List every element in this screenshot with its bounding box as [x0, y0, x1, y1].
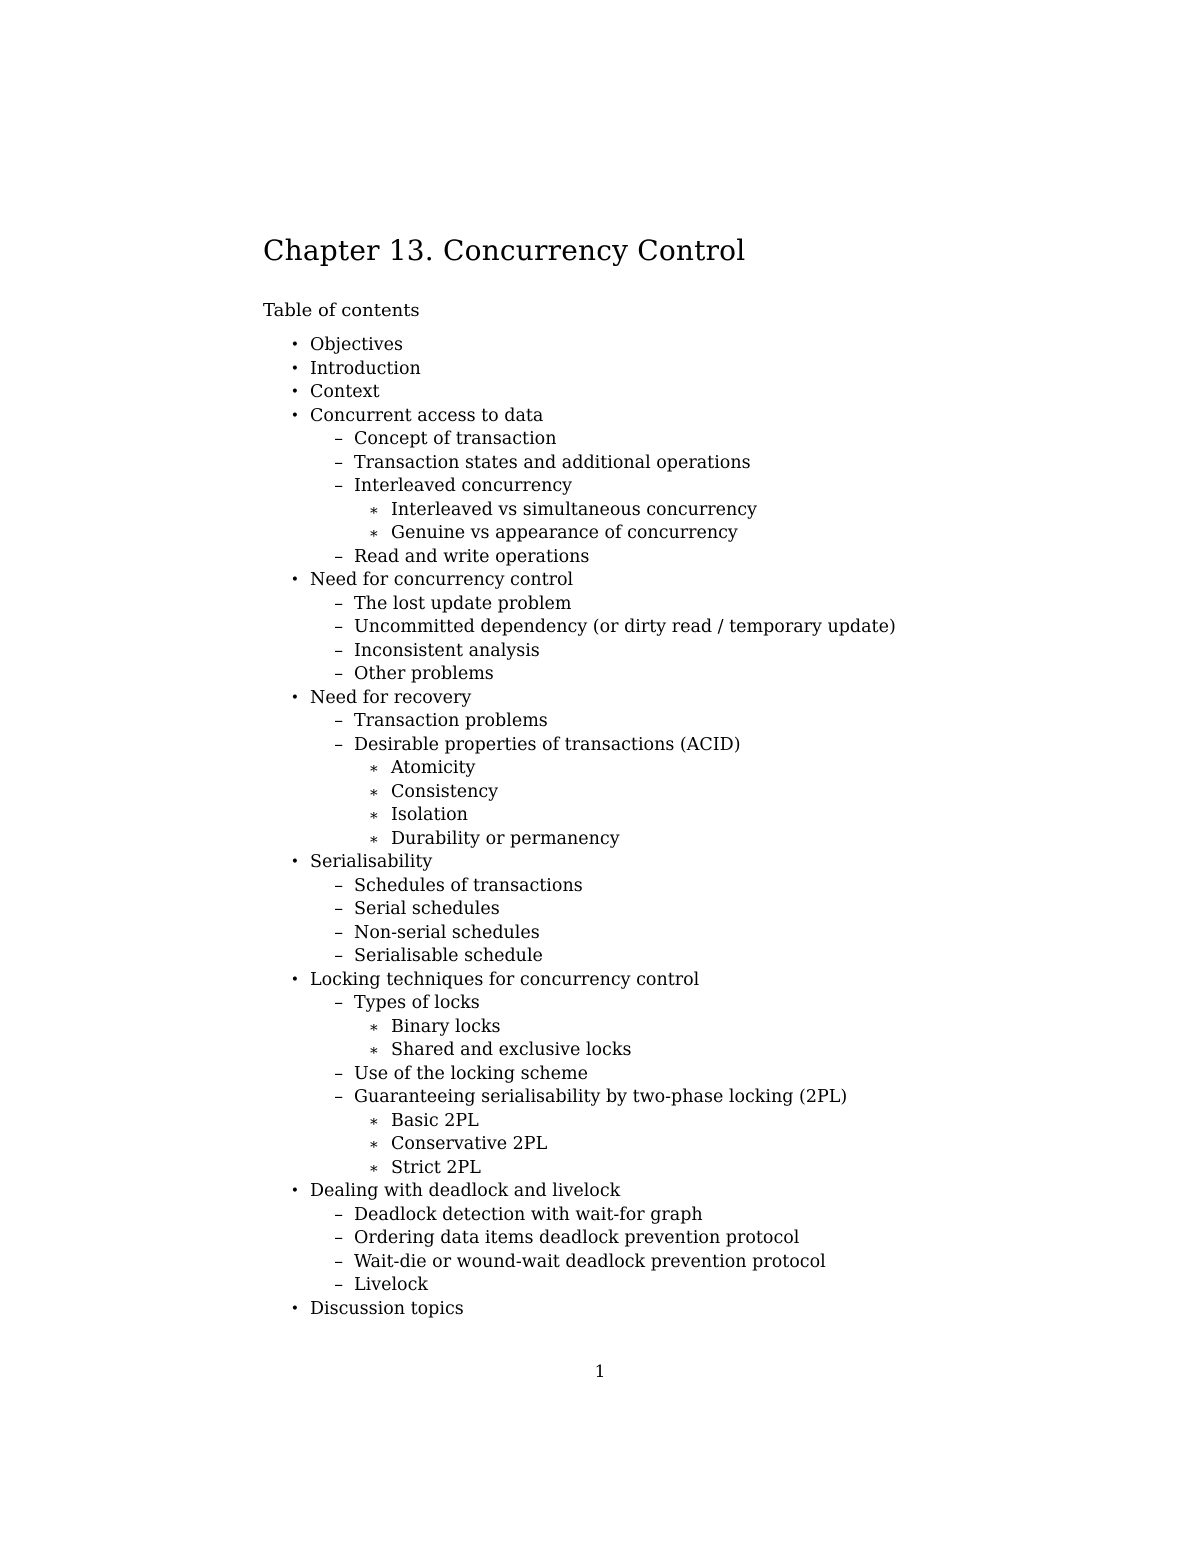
toc-item-level-2 [0, 663, 1200, 687]
toc-item-label: Context [310, 382, 380, 402]
toc-marker: – [334, 664, 343, 684]
toc-item-label: Serialisability [310, 852, 433, 872]
toc-item-label: Interleaved vs simultaneous concurrency [391, 499, 757, 520]
toc-item-level-2 [0, 992, 1200, 1016]
toc-item-label: Schedules of transactions [354, 875, 583, 896]
toc-item-label: Use of the locking scheme [354, 1063, 588, 1084]
toc-item-label: Uncommitted dependency (or dirty read / temporary update) [354, 617, 896, 637]
toc-item-level-3 [0, 804, 1200, 828]
toc-heading: Table of contents [263, 300, 420, 321]
toc-item-label: Types of locks [354, 993, 480, 1013]
toc-marker: • [290, 854, 299, 870]
toc-item-label: Inconsistent analysis [354, 640, 540, 661]
toc-marker: – [334, 899, 343, 919]
toc-marker: – [334, 546, 343, 567]
toc-marker: ∗ [368, 1111, 379, 1130]
toc-item-label: Interleaved concurrency [354, 476, 573, 496]
toc-item-label: Transaction problems [354, 711, 548, 731]
toc-marker: ∗ [368, 1135, 379, 1153]
toc-item-label: Introduction [310, 358, 421, 379]
toc-item-label: Need for concurrency control [310, 570, 574, 590]
toc-item-level-2 [0, 1086, 1200, 1110]
toc-item-level-2 [0, 428, 1200, 452]
toc-item-label: Dealing with deadlock and livelock [310, 1181, 621, 1201]
toc-item-level-2 [0, 710, 1200, 734]
toc-marker: – [334, 1251, 343, 1272]
toc-marker: – [334, 617, 343, 637]
toc-marker: • [290, 360, 299, 377]
toc-marker: • [290, 384, 299, 400]
toc-item-level-3 [0, 499, 1200, 523]
toc-item-label: Objectives [310, 335, 403, 355]
toc-item-label: Consistency [391, 781, 499, 802]
toc-item-level-2 [0, 546, 1200, 570]
toc-item-label: Need for recovery [310, 687, 472, 708]
toc-item-level-2 [0, 1251, 1200, 1275]
toc-marker: • [290, 407, 299, 424]
toc-item-label: Genuine vs appearance of concurrency [391, 523, 738, 543]
toc-item-label: The lost update problem [354, 593, 572, 614]
toc-marker: • [290, 689, 299, 706]
toc-item-label: Atomicity [391, 758, 476, 778]
toc-item-level-3 [0, 781, 1200, 805]
toc-marker: ∗ [368, 806, 379, 824]
toc-marker: – [334, 946, 343, 966]
toc-marker: ∗ [368, 524, 379, 542]
toc-item-level-3 [0, 522, 1200, 546]
toc-marker: – [334, 1204, 343, 1225]
toc-item-label: Binary locks [391, 1016, 501, 1037]
toc-marker: • [290, 1300, 299, 1317]
toc-marker: • [290, 971, 299, 988]
toc-marker: • [290, 1183, 299, 1199]
toc-marker: ∗ [368, 1158, 379, 1177]
toc-item-level-3 [0, 1157, 1200, 1181]
toc-marker: – [334, 734, 343, 755]
toc-item-level-3 [0, 1110, 1200, 1134]
toc-item-label: Read and write operations [354, 546, 590, 567]
toc-item-level-2 [0, 640, 1200, 664]
toc-marker: – [334, 429, 343, 449]
toc-item-label: Deadlock detection with wait-for graph [354, 1204, 703, 1225]
chapter-title: Chapter 13. Concurrency Control [263, 234, 746, 267]
toc-item-label: Discussion topics [310, 1298, 464, 1319]
toc-marker: – [334, 993, 343, 1013]
toc-item-level-1 [0, 851, 1200, 875]
toc-item-level-1 [0, 569, 1200, 593]
toc-item-label: Durability or permanency [391, 828, 620, 849]
toc-item-label: Shared and exclusive locks [391, 1040, 632, 1060]
toc-item-level-3 [0, 757, 1200, 781]
toc-item-level-1 [0, 1180, 1200, 1204]
toc-marker: – [334, 1228, 343, 1248]
toc-item-label: Livelock [354, 1275, 428, 1295]
toc-item-label: Ordering data items deadlock prevention protocol [354, 1228, 800, 1248]
toc-marker: – [334, 922, 343, 943]
toc-item-level-3 [0, 1039, 1200, 1063]
toc-item-level-1 [0, 381, 1200, 405]
toc-marker: – [334, 1087, 343, 1107]
toc-item-label: Desirable properties of transactions (ACID) [354, 734, 741, 755]
toc-marker: • [290, 337, 299, 353]
toc-item-label: Wait-die or wound-wait deadlock prevention protocol [354, 1251, 826, 1272]
toc-item-level-2 [0, 1227, 1200, 1251]
toc-item-level-2 [0, 1204, 1200, 1228]
toc-item-level-2 [0, 875, 1200, 899]
toc-item-level-2 [0, 898, 1200, 922]
toc-marker: – [334, 476, 343, 496]
toc-marker: ∗ [368, 759, 379, 777]
toc-item-label: Isolation [391, 805, 468, 825]
toc-marker: – [334, 640, 343, 661]
toc-item-label: Transaction states and additional operations [354, 452, 751, 473]
toc-marker: ∗ [368, 782, 379, 801]
toc-item-label: Locking techniques for concurrency control [310, 969, 700, 990]
toc-item-level-2 [0, 616, 1200, 640]
toc-marker: – [334, 1275, 343, 1295]
toc-item-level-1 [0, 1298, 1200, 1322]
toc-item-label: Basic 2PL [391, 1110, 479, 1131]
toc-marker: ∗ [368, 1017, 379, 1036]
toc-item-level-2 [0, 593, 1200, 617]
toc-item-level-2 [0, 734, 1200, 758]
toc-item-level-2 [0, 1274, 1200, 1298]
toc-item-level-1 [0, 334, 1200, 358]
toc-item-label: Concept of transaction [354, 429, 557, 449]
toc-marker: ∗ [368, 829, 379, 848]
toc-item-level-2 [0, 1063, 1200, 1087]
toc-item-label: Serial schedules [354, 899, 500, 919]
toc-marker: – [334, 875, 343, 896]
toc-item-label: Serialisable schedule [354, 946, 543, 966]
toc-item-level-3 [0, 1016, 1200, 1040]
toc-item-level-2 [0, 452, 1200, 476]
toc-item-label: Concurrent access to data [310, 405, 544, 426]
toc-marker: ∗ [368, 500, 379, 519]
toc-item-label: Strict 2PL [391, 1157, 481, 1178]
toc-item-label: Non-serial schedules [354, 922, 540, 943]
toc-item-level-1 [0, 358, 1200, 382]
toc-marker: – [334, 452, 343, 473]
toc-item-label: Guaranteeing serialisability by two-phase locking (2PL) [354, 1087, 848, 1107]
toc-item-level-3 [0, 1133, 1200, 1157]
page-number: 1 [594, 1362, 606, 1382]
toc-item-level-2 [0, 945, 1200, 969]
table-of-contents [0, 334, 1200, 1321]
toc-item-level-2 [0, 475, 1200, 499]
toc-item-level-2 [0, 922, 1200, 946]
toc-item-level-1 [0, 687, 1200, 711]
toc-item-level-1 [0, 405, 1200, 429]
toc-item-label: Conservative 2PL [391, 1134, 548, 1154]
toc-item-level-3 [0, 828, 1200, 852]
toc-marker: – [334, 711, 343, 731]
toc-item-label: Other problems [354, 664, 494, 684]
toc-item-level-1 [0, 969, 1200, 993]
toc-marker: – [334, 1063, 343, 1084]
toc-marker: ∗ [368, 1041, 379, 1059]
toc-marker: – [334, 593, 343, 614]
toc-marker: • [290, 572, 299, 588]
